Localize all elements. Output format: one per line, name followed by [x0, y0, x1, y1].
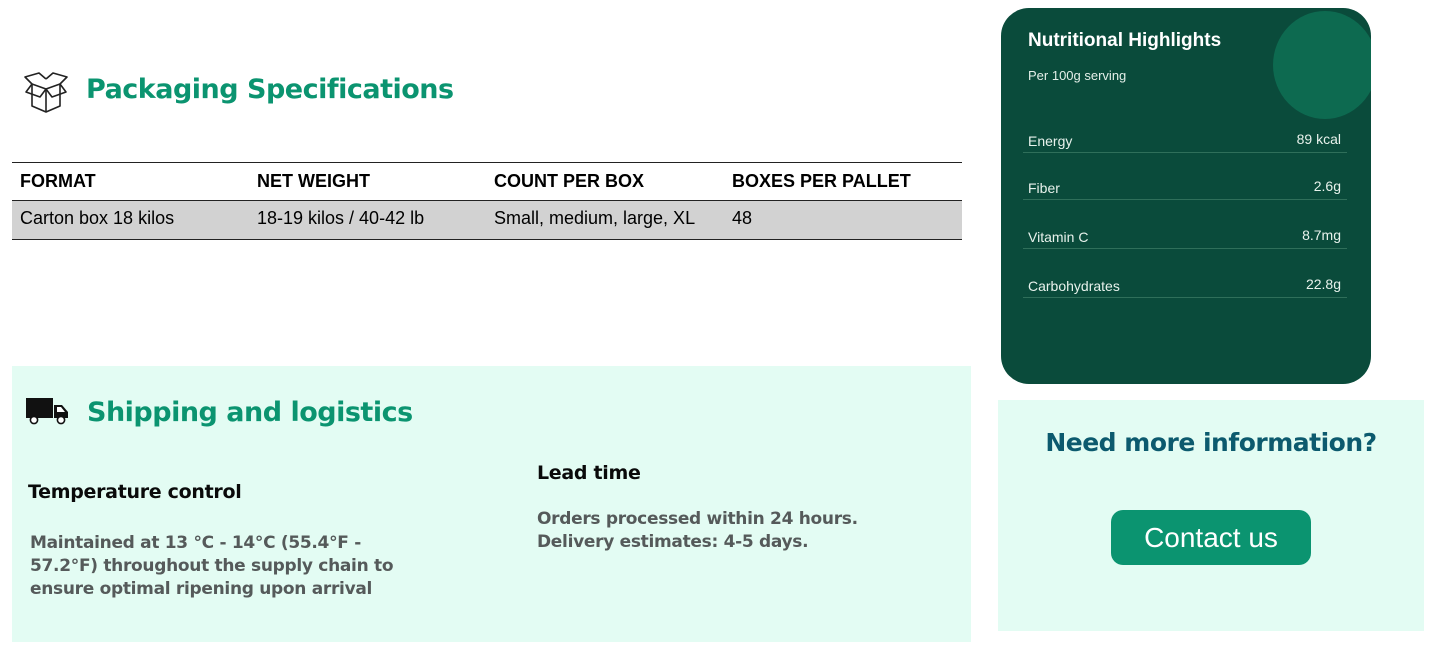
cell-boxes-per-pallet: 48: [724, 201, 962, 240]
cell-net-weight: 18-19 kilos / 40-42 lb: [249, 201, 486, 240]
nutrition-value: 8.7mg: [1302, 227, 1341, 243]
column-header-boxes-per-pallet: BOXES PER PALLET: [724, 163, 962, 201]
nutrition-card: [1001, 8, 1371, 384]
nutrition-value: 89 kcal: [1296, 131, 1341, 147]
lead-time-heading: Lead time: [537, 462, 641, 484]
cell-count-per-box: Small, medium, large, XL: [486, 201, 724, 240]
packaging-title: Packaging Specifications: [86, 74, 454, 105]
nutrition-row-vitamin-c: [1023, 227, 1347, 249]
table-header-row: [12, 163, 962, 201]
contact-us-button[interactable]: Contact us: [1111, 510, 1311, 565]
nutrition-row-carbohydrates: [1023, 276, 1347, 298]
box-icon: [22, 70, 70, 114]
table-row: [12, 201, 962, 240]
column-header-net-weight: NET WEIGHT: [249, 163, 486, 201]
temperature-heading: Temperature control: [28, 481, 242, 503]
shipping-panel: [12, 366, 971, 642]
nutrition-row-energy: [1023, 131, 1347, 153]
column-header-count-per-box: COUNT PER BOX: [486, 163, 724, 201]
info-box: [998, 400, 1424, 631]
column-header-format: FORMAT: [12, 163, 249, 201]
nutrition-label: Fiber: [1028, 180, 1060, 196]
nutrition-subtitle: Per 100g serving: [1028, 68, 1127, 83]
packaging-header: [22, 70, 70, 114]
nutrition-label: Energy: [1028, 133, 1073, 149]
truck-icon: [26, 396, 70, 426]
decorative-circle: [1273, 11, 1371, 119]
nutrition-label: Carbohydrates: [1028, 278, 1120, 294]
lead-time-text: Orders processed within 24 hours. Delivery estimates: 4-5 days.: [537, 509, 858, 552]
shipping-title: Shipping and logistics: [87, 397, 413, 428]
info-title: Need more information?: [1045, 428, 1377, 457]
cell-format: Carton box 18 kilos: [12, 201, 249, 240]
temperature-text: Maintained at 13 °C - 14°C (55.4°F - 57.2°F) throughout the supply chain to ensure optimal ripening upon arrival: [30, 533, 394, 599]
nutrition-row-fiber: [1023, 178, 1347, 200]
nutrition-value: 2.6g: [1313, 178, 1341, 194]
packaging-table: [12, 162, 962, 240]
nutrition-label: Vitamin C: [1028, 229, 1089, 245]
nutrition-title: Nutritional Highlights: [1028, 30, 1222, 51]
nutrition-value: 22.8g: [1305, 276, 1341, 292]
